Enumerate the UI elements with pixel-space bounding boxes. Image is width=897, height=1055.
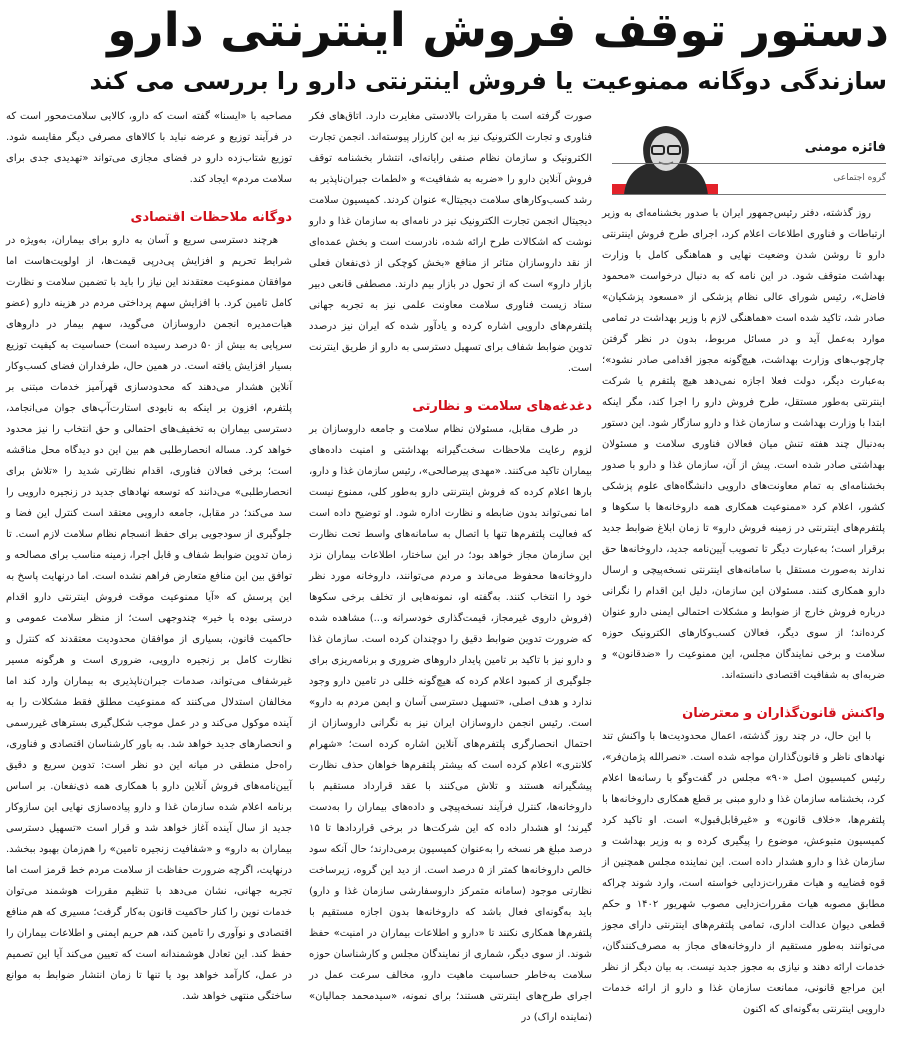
column-middle (309, 106, 592, 1028)
column-left (6, 106, 292, 1007)
divider (612, 194, 886, 195)
paragraph: صورت گرفته است با مقررات بالادستی مغایرت دارد. اتاق‌های فکر فناوری و تجارت الکترونیک نیز به این کارزار پیوسته‌اند. انجمن تجارت الکترونیک و سازمان نظام صنفی رایانه‌ای، انتشار بخشنامه توقف فروش آنلاین دارو را «ضربه به شفافیت» و «لطمات جبران‌ناپذیر به رشد کسب‌وکارهای سلامت دیجیتال» عنوان کردند. کمیسیون سلامت دیجیتال انجمن تجارت الکترونیک نیز در نامه‌ای به سازمان غذا و دارو نوشت که اشکالات طرح ارائه شده، نادرست است و بخش عمده‌ای از نقد داروسازان متاثر از منافع «بخش کوچکی از ذی‌نفعان فعلی بازار دارو» است که از تحول در بازار بیم دارند. مصطفی قانعی دبیر ستاد زیست فناوری سلامت معاونت علمی نیز به تجربه جهانی پلتفرم‌های دارویی اشاره کرده و یادآور شده که ایران نیز درصدد تدوین ضوابط شفاف برای تسهیل دسترسی به دارو از طریق اینترنت است. (309, 111, 592, 374)
paragraph: با این حال، در چند روز گذشته، اعمال محدودیت‌ها با واکنش تند نهادهای ناظر و قانون‌گذاران مواجه شده است. «نصرالله پژمان‌فر»، رئیس کمیسیون اصل «۹۰» مجلس در گفت‌وگو با رسانه‌ها اعلام کرد، بخشنامه سازمان غذا و دارو مبنی بر قطع همکاری داروخانه‌ها با پلتفرم‌ها، «خلاف قانون» و «غیرقابل‌قبول» است. او تاکید کرد کمیسیون متبوعش، موضوع را پیگیری کرده و به وزیر بهداشت و سازمان غذا و دارو هشدار داده است. این نماینده مجلس همچنین از قوه قضاییه و هیات مقررات‌زدایی خواسته است، وارد شوند چراکه مطابق مصوبه هیات مقررات‌زدایی مصوب شهریور ۱۴۰۲ و حکم قطعی دیوان عدالت اداری، تمامی پلتفرم‌های اینترنتی دارای مجوز می‌توانند به‌طور مستقیم از داروخانه‌های مجاز به مصرف‌کنندگان، خدمات ارائه دهند و نیازی به مجوز جدید نیست. به بیان دیگر از نظر این مراجع قانونی، ممانعت سازمان غذا و دارو از ارائه خدمات دارویی اینترنتی به‌گونه‌ای که اکنون (602, 731, 885, 1015)
subtitle: سازندگی دوگانه ممنوعیت یا فروش اینترنتی دارو را بررسی می کند (89, 67, 887, 95)
paragraph: مصاحبه با «ایسنا» گفته است که دارو، کالایی سلامت‌محور است که در فرآیند توزیع و عرضه نباید با کالاهای مصرفی دیگر مقایسه شود. توزیع شتاب‌زده دارو در فضای مجازی می‌تواند «تهدیدی جدی برای سلامت مردم» ایجاد کند. (6, 111, 292, 185)
section-heading: واکنش قانون‌گذاران و معترضان (682, 706, 885, 721)
paragraph: هرچند دسترسی سریع و آسان به دارو برای بیماران، به‌ویژه در شرایط تحریم و افزایش پی‌درپی قیمت‌ها، از اولویت‌هاست اما موافقان ممنوعیت معتقدند این نیاز را باید با تضمین سلامت و نظارت کامل تامین کرد. با افزایش سهم پرداختی مردم در هزینه دارو (عضو هیات‌مدیره انجمن داروسازان می‌گوید، سهم بیمار در داروهای سرپایی به بیش از ۵۰ درصد رسیده است) حساسیت به کیفیت توزیع بسیار افزایش یافته است. در همین حال، طرفداران فضای کسب‌وکار آنلاین هشدار می‌دهند که محدودسازی قهرآمیز خدمات مبتنی بر پلتفرم، افزون بر اینکه به نابودی استارت‌آپ‌های جوان می‌انجامد، دسترسی بیماران به تخفیف‌های احتمالی و حق انتخاب را نیز محدود خواهد کرد. مساله انحصارطلبی هم بین این دو دیدگاه محل مناقشه است؛ برخی فعالان فناوری، اقدام نظارتی شدید را «تلاش برای انحصارطلبی» می‌دانند که توسعه نهادهای جدید در زنجیره دارویی را سد می‌کند؛ در مقابل، جامعه دارویی معتقد است کنترل این فضا و جلوگیری از سودجویی برای حفظ انسجام نظام سلامت لازم است. تا زمان تدوین ضوابط شفاف و قابل اجرا، زمینه مناسب برای مصالحه و توافق بین این منافع متعارض فراهم نشده است. اما درنهایت پاسخ به این پرسش که «آیا ممنوعیت موقت فروش اینترنتی دارو اقدام درستی بوده یا خیر» چندوجهی است؛ از منظر سلامت عمومی و حاکمیت قانون، بسیاری از موافقان محدودیت معتقدند که کنترل و نظارت کامل بر زنجیره دارویی، ضروری است و هرگونه مسیر غیرشفاف می‌تواند، صدمات جبران‌ناپذیری به بیماران وارد کند اما مخالفان استدلال می‌کنند که ممنوعیت مطلق فقط مشکلات را به آینده موکول می‌کند و در عمل موجب شکل‌گیری بسترهای غیررسمی و انحصارهای جدید خواهد شد. به باور کارشناسان اقتصادی و فناوری، راه‌حل منطقی در میانه این دو نظر است: تدوین سریع و دقیق آیین‌نامه‌های فروش آنلاین دارو با همکاری همه ذی‌نفعان. بر اساس برنامه اعلام شده سازمان غذا و دارو پیاده‌سازی نهایی این سازوکار جدید از سال آینده آغاز خواهد شد و قرار است «تسهیل دسترسی بیماران به دارو» و «شفافیت زنجیره تامین» را هم‌زمان بهبود ببخشد. درنهایت، اگرچه ضرورت حفاظت از سلامت مردم خط قرمز است اما تجربه جهانی، نشان می‌دهد با تنظیم مقررات هوشمند می‌توان خدمات نوین را کنار حاکمیت قانون به‌کار گرفت؛ مسیری که هم منافع اقتصادی و نوآوری را تامین کند، هم حریم ایمنی و اطلاعات بیماران را حفظ کند. این تعادل هوشمندانه است که تعیین می‌کند آیا این تصمیم در عمل، کارآمد خواهد بود یا تنها تا زمان انتشار ضوابط به موانع ساختگی منتهی خواهد شد. (6, 235, 292, 1002)
section-heading: دوگانه ملاحظات اقتصادی (130, 210, 292, 225)
paragraph: روز گذشته، دفتر رئیس‌جمهور ایران با صدور بخشنامه‌ای به وزیر ارتباطات و فناوری اطلاعات اعلام کرد، اجرای طرح فروش اینترنتی دارو تا روشن شدن وضعیت نهایی و هماهنگی کامل با وزارت بهداشت متوقف شود. در این نامه که به دنبال درخواست «محمود فاضل»، رئیس شورای عالی نظام پزشکی از «مسعود پزشکیان» صادر شد، تاکید شده است «هماهنگی لازم با وزیر بهداشت در تمامی موارد به‌عمل آید و در مسائل مربوط، بدون در نظر گرفتن چارچوب‌های وزارت بهداشت، هیچ‌گونه مجوز اقدامی صادر نشود»؛ به‌عبارت دیگر، دولت فعلا اجازه نمی‌دهد هیچ پلتفرم یا شرکت اینترنتی به‌طور مستقل، طرح فروش دارو را اجرا کند، مگر اینکه ابتدا با وزارت بهداشت و سازمان غذا و دارو سازگار شود. این دستور به‌دنبال چند هفته تنش میان فعالان فناوری سلامت و مسئولان بهداشتی صادر شده است. پیش از آن، سازمان غذا و دارو با صدور بخشنامه‌ای به تمام معاونت‌های دارویی دانشگاه‌های علوم پزشکی کشور، اعلام کرد «ممنوعیت همکاری همه داروخانه‌ها با سکوها و پلتفرم‌های اینترنتی در زمینه فروش دارو» تا زمان ابلاغ ضوابط جدید برقرار است؛ به‌عبارت دیگر تا تصویب آیین‌نامه جدید، داروخانه‌ها حق ندارند به‌صورت مستقل با سامانه‌های اینترنتی نسخه‌پیچی و ارسال دارو همکاری کنند. مسئولان این سازمان، دلیل این اقدام را نگرانی درباره فروش خارج از ضوابط و مشکلات احتمالی ایمنی دارو عنوان کرده‌اند؛ از سوی دیگر، فعالان کسب‌وکارهای الکترونیک حوزه سلامت و برخی نمایندگان مجلس، این ممنوعیت را «ضدقانون» و ضربه‌ای به شفافیت اقتصادی دانسته‌اند. (602, 208, 885, 681)
divider (612, 163, 886, 164)
author-byline (612, 110, 886, 198)
column-right (602, 203, 885, 1020)
author-name: فائزه مومنی (804, 140, 886, 155)
author-photo (616, 120, 716, 195)
section-heading: دغدغه‌های سلامت و نظارتی (412, 399, 592, 414)
paragraph: در طرف مقابل، مسئولان نظام سلامت و جامعه داروسازان بر لزوم رعایت ملاحظات سخت‌گیرانه بهداشتی و امنیت داده‌های بیماران تاکید می‌کنند. «مهدی پیرصالحی»، رئیس سازمان غذا و دارو، بارها اعلام کرده که فروش اینترنتی دارو به‌طور کلی، ممنوع نیست اما نمی‌تواند بدون ضابطه و نظارت اداره شود. او توضیح داده است که فعالیت پلتفرم‌ها تنها با اتصال به سامانه‌های واسط تحت نظارت این سازمان مجاز خواهد بود؛ در این ساختار، اطلاعات بیماران نزد داروخانه‌ها محفوظ می‌ماند و مردم می‌توانند، داروخانه مورد نظر خود را انتخاب کنند. به‌گفته او، نمونه‌هایی از تخلف برخی سکوها (فروش داروی غیرمجاز، قیمت‌گذاری خودسرانه و...) مشاهده شده که ضرورت تدوین ضوابط دقیق را دوچندان کرده است. سازمان غذا و دارو نیز با تاکید بر تامین پایدار داروهای ضروری و برنامه‌ریزی برای جلوگیری از کمبود اعلام کرده که هیچ‌گونه خللی در تامین دارو وجود ندارد و هدف اصلی، «تسهیل دسترسی آسان و ایمن مردم به دارو» است. رئیس انجمن داروسازان ایران نیز به نگرانی داروسازان از احتمال انحصارگری پلتفرم‌های آنلاین اشاره کرده است؛ «شهرام کلانتری» اعلام کرده است که بیشتر پلتفرم‌ها خواهان حذف نظارت پیشگیرانه هستند و تلاش می‌کنند با عقد قرارداد مستقیم با داروخانه‌ها، کنترل فرآیند نسخه‌پیچی و داده‌های بیماران را به‌دست گیرند؛ او هشدار داده که این شرکت‌ها در برخی قراردادها تا ۱۵ درصد مبلغ هر نسخه را به‌عنوان کمیسیون برمی‌دارند؛ حال آنکه سود خالص داروخانه‌ها کمتر از ۵ درصد است. از دید این گروه، زیرساخت نظارتی موجود (سامانه متمرکز داروسفارشی سازمان غذا و دارو) باید به‌گونه‌ای فعال باشد که داروخانه‌ها بدون اجازه مستقیم با پلتفرم‌ها همکاری نکنند تا «دارو و اطلاعات بیماران در امنیت» حفظ شوند. از سوی دیگر، شماری از نمایندگان مجلس و کارشناسان حوزه سلامت به‌خاطر حساسیت ماهیت دارو، مخالف سرعت عمل در اجرای طرح‌های اینترنتی هستند؛ برای نمونه، «سیدمحمد جمالیان» (نماینده اراک) در (309, 424, 593, 1023)
author-department: گروه اجتماعی (833, 173, 886, 183)
headline: دستور توقف فروش اینترنتی دارو (107, 3, 889, 58)
